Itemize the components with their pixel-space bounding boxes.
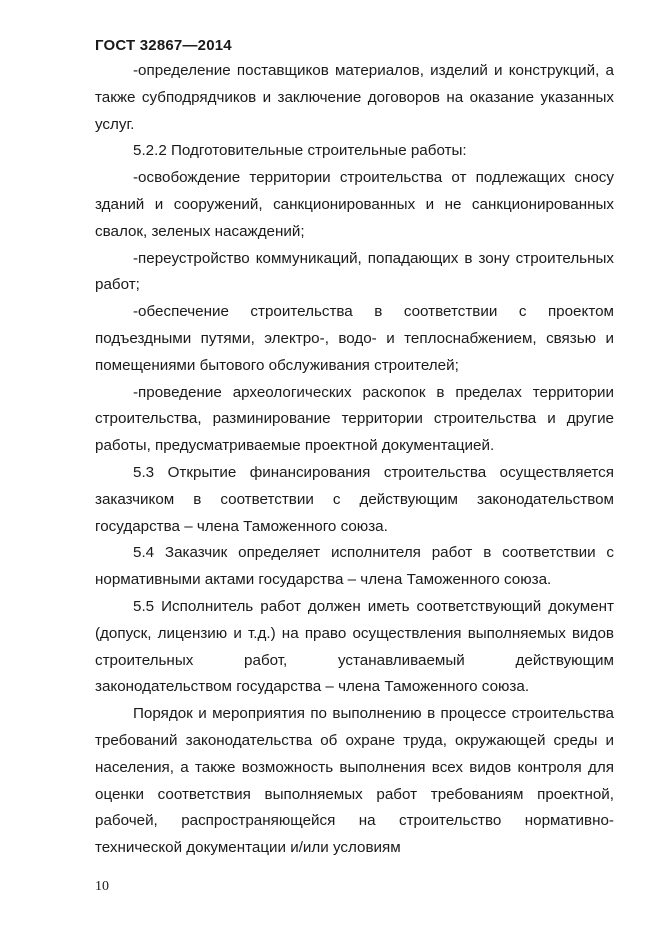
document-header: ГОСТ 32867—2014 <box>95 37 232 54</box>
paragraph-clearing-territory: -освобождение территории строительства от подлежащих сносу зданий и сооружений, санкционированных и не санкционированных свалок, зеленых насаждений; <box>95 169 614 240</box>
paragraph-5-5: 5.5 Исполнитель работ должен иметь соответствующий документ (допуск, лицензию и т.д.) на право осуществления выполняемых видов строительных работ, устанавливаемый действующим законодательством государства – члена Таможенного союза. <box>95 597 614 696</box>
paragraph-5-2-2: 5.2.2 Подготовительные строительные работы: <box>133 142 467 160</box>
paragraph-archaeology: -проведение археологических раскопок в пределах территории строительства, разминирование территории строительства и другие работы, предусматриваемые проектной документацией. <box>95 383 614 455</box>
paragraph-5-4: 5.4 Заказчик определяет исполнителя работ в соответствии с нормативными актами государства – члена Таможенного союза. <box>95 544 614 589</box>
document-body <box>95 58 614 862</box>
paragraph-procedure: Порядок и мероприятия по выполнению в процессе строительства требований законодательства об охране труда, окружающей среды и населения, а также возможность выполнения всех видов контроля для оценки соответствия выполняемых работ требованиям проектной, рабочей, распространяющейся на строительство нормативно-технической документации и/или условиям <box>95 705 614 857</box>
paragraph-5-3: 5.3 Открытие финансирования строительства осуществляется заказчиком в соответствии с действующим законодательством государства – члена Таможенного союза. <box>95 463 614 535</box>
paragraph-suppliers: -определение поставщиков материалов, изделий и конструкций, а также субподрядчиков и заключение договоров на оказание указанных услуг. <box>95 62 614 133</box>
paragraph-communications: -переустройство коммуникаций, попадающих в зону строительных работ; <box>95 249 614 294</box>
page-number: 10 <box>95 879 109 894</box>
paragraph-utilities: -обеспечение строительства в соответствии с проектом подъездными путями, электро-, водо- и теплоснабжением, связью и помещениями бытового обслуживания строителей; <box>95 303 614 374</box>
